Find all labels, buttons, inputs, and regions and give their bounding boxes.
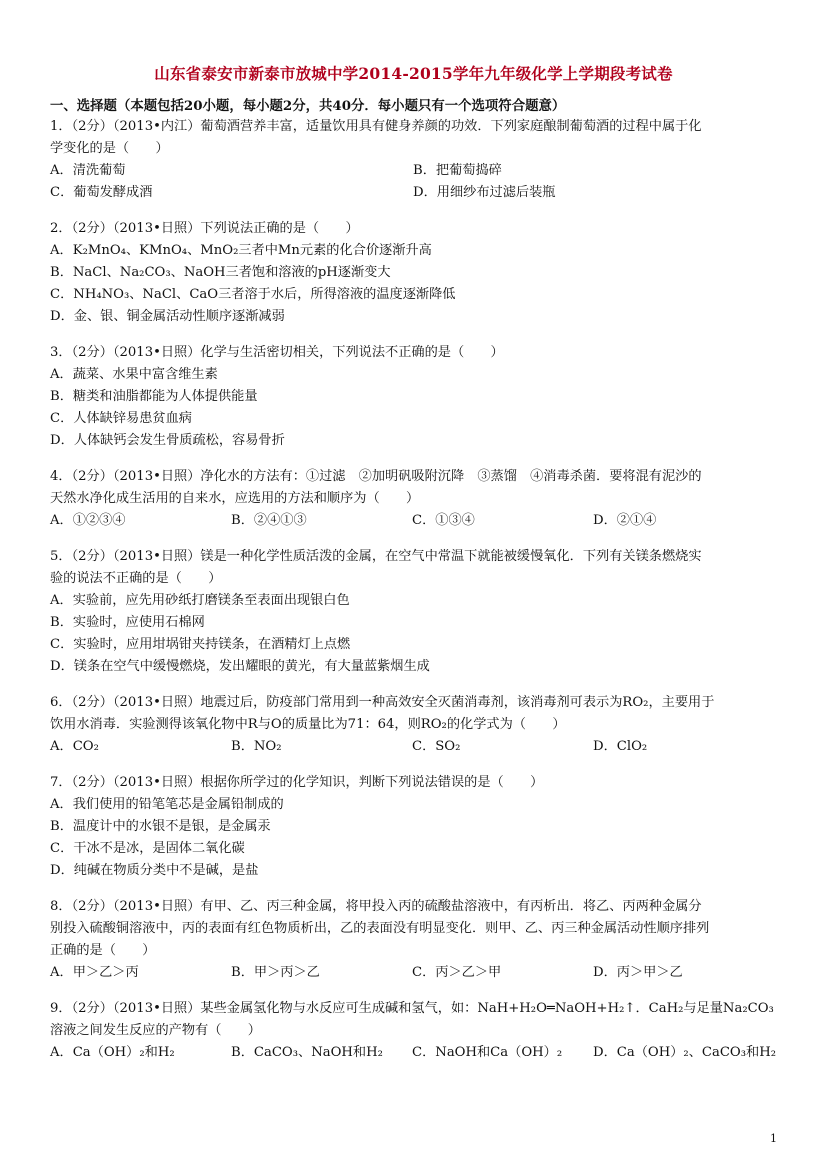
question-2 <box>50 218 780 328</box>
answer-option: B．甲＞丙＞乙 <box>231 965 320 980</box>
question-3 <box>50 342 780 452</box>
answer-option: A．Ca（OH）₂和H₂ <box>50 1045 175 1060</box>
question-6 <box>50 692 780 758</box>
answer-option: B．NaCl、Na₂CO₃、NaOH三者饱和溶液的pH逐渐变大 <box>50 265 391 280</box>
answer-option: D．金、银、铜金属活动性顺序逐渐减弱 <box>50 309 285 324</box>
answer-option: B．NO₂ <box>231 739 282 754</box>
page-number: 1 <box>770 1132 777 1145</box>
answer-option: C．葡萄发酵成酒 <box>50 185 153 200</box>
question-stem-line: 6．（2分）（2013•日照）地震过后，防疫部门常用到一种高效安全灭菌消毒剂，该消毒剂可表示为RO₂，主要用于 <box>50 695 715 710</box>
question-stem-line: 溶液之间发生反应的产物有（ ） <box>50 1023 261 1038</box>
question-stem-line: 8．（2分）（2013•日照）有甲、乙、丙三种金属，将甲投入丙的硫酸盐溶液中，有丙析出．将乙、丙两种金属分 <box>50 899 702 914</box>
answer-options <box>50 962 780 984</box>
answer-option: C．人体缺锌易患贫血病 <box>50 411 192 426</box>
question-stem-line: 正确的是（ ） <box>50 943 156 958</box>
question-stem-line: 2．（2分）（2013•日照）下列说法正确的是（ ） <box>50 221 359 236</box>
question-stem-line: 5．（2分）（2013•日照）镁是一种化学性质活泼的金属，在空气中常温下就能被缓慢氧化．下列有关镁条燃烧实 <box>50 549 702 564</box>
answer-option: B．CaCO₃、NaOH和H₂ <box>231 1045 383 1060</box>
answer-option: A．我们使用的铅笔笔芯是金属铅制成的 <box>50 797 284 812</box>
question-4 <box>50 466 780 532</box>
answer-option: A．蔬菜、水果中富含维生素 <box>50 367 218 382</box>
answer-option: B．实验时，应使用石棉网 <box>50 615 205 630</box>
answer-option: D．丙＞甲＞乙 <box>593 965 683 980</box>
question-stem-line: 天然水净化成生活用的自来水，应选用的方法和顺序为（ ） <box>50 491 420 506</box>
answer-options <box>50 736 780 758</box>
answer-option: D．纯碱在物质分类中不是碱，是盐 <box>50 863 259 878</box>
answer-option: B．②④①③ <box>231 513 307 528</box>
answer-option: C．干冰不是冰，是固体二氧化碳 <box>50 841 245 856</box>
answer-option: D．用细纱布过滤后装瓶 <box>413 185 556 200</box>
answer-option: B．温度计中的水银不是银，是金属汞 <box>50 819 271 834</box>
section-heading: 一、选择题（本题包括20小题，每小题2分，共40分．每小题只有一个选项符合题意） <box>50 98 566 114</box>
answer-options <box>50 1042 780 1064</box>
answer-option: D．镁条在空气中缓慢燃烧，发出耀眼的黄光，有大量蓝紫烟生成 <box>50 659 430 674</box>
answer-option: D．Ca（OH）₂、CaCO₃和H₂ <box>593 1045 776 1060</box>
question-stem-line: 1．（2分）（2013•内江）葡萄酒营养丰富，适量饮用具有健身养颜的功效．下列家庭酿制葡萄酒的过程中属于化 <box>50 119 702 134</box>
answer-option: A．K₂MnO₄、KMnO₄、MnO₂三者中Mn元素的化合价逐渐升高 <box>50 243 432 258</box>
answer-option: D．ClO₂ <box>593 739 648 754</box>
answer-option: C．NaOH和Ca（OH）₂ <box>412 1045 563 1060</box>
answer-option: A．甲＞乙＞丙 <box>50 965 139 980</box>
answer-option: A．实验前，应先用砂纸打磨镁条至表面出现银白色 <box>50 593 350 608</box>
question-8 <box>50 896 780 984</box>
question-1 <box>50 116 780 204</box>
answer-option: A．①②③④ <box>50 513 126 528</box>
question-5 <box>50 546 780 678</box>
answer-options <box>50 510 780 532</box>
question-stem-line: 4．（2分）（2013•日照）净化水的方法有：①过滤 ②加明矾吸附沉降 ③蒸馏 ④消毒杀菌．要将混有泥沙的 <box>50 469 702 484</box>
question-stem-line: 学变化的是（ ） <box>50 141 169 156</box>
question-9 <box>50 998 780 1064</box>
answer-option: C．丙＞乙＞甲 <box>412 965 502 980</box>
answer-option: A．CO₂ <box>50 739 99 754</box>
answer-option: B．糖类和油脂都能为人体提供能量 <box>50 389 258 404</box>
answer-option: C．SO₂ <box>412 739 461 754</box>
question-stem-line: 别投入硫酸铜溶液中，丙的表面有红色物质析出，乙的表面没有明显变化．则甲、乙、丙三种金属活动性顺序排列 <box>50 921 710 936</box>
answer-options <box>50 794 780 882</box>
answer-options <box>50 364 780 452</box>
question-7 <box>50 772 780 882</box>
answer-options <box>50 590 780 678</box>
answer-options <box>50 160 780 204</box>
answer-option: D．②①④ <box>593 513 657 528</box>
question-list <box>50 116 780 1078</box>
answer-option: C．①③④ <box>412 513 475 528</box>
question-stem-line: 3．（2分）（2013•日照）化学与生活密切相关，下列说法不正确的是（ ） <box>50 345 504 360</box>
question-stem-line: 验的说法不正确的是（ ） <box>50 571 222 586</box>
answer-option: A．清洗葡萄 <box>50 163 126 178</box>
question-stem-line: 饮用水消毒．实验测得该氧化物中R与O的质量比为71：64，则RO₂的化学式为（ ） <box>50 717 566 732</box>
answer-option: C．实验时，应用坩埚钳夹持镁条，在酒精灯上点燃 <box>50 637 351 652</box>
question-stem-line: 7．（2分）（2013•日照）根据你所学过的化学知识，判断下列说法错误的是（ ） <box>50 775 544 790</box>
answer-options <box>50 240 780 328</box>
answer-option: D．人体缺钙会发生骨质疏松，容易骨折 <box>50 433 285 448</box>
answer-option: B．把葡萄捣碎 <box>413 163 502 178</box>
page-title: 山东省泰安市新泰市放城中学2014-2015学年九年级化学上学期段考试卷 <box>154 64 673 83</box>
question-stem-line: 9．（2分）（2013•日照）某些金属氢化物与水反应可生成碱和氢气，如：NaH+H₂O═NaOH+H₂↑．CaH₂与足量Na₂CO₃ <box>50 1001 774 1016</box>
answer-option: C．NH₄NO₃、NaCl、CaO三者溶于水后，所得溶液的温度逐渐降低 <box>50 287 456 302</box>
